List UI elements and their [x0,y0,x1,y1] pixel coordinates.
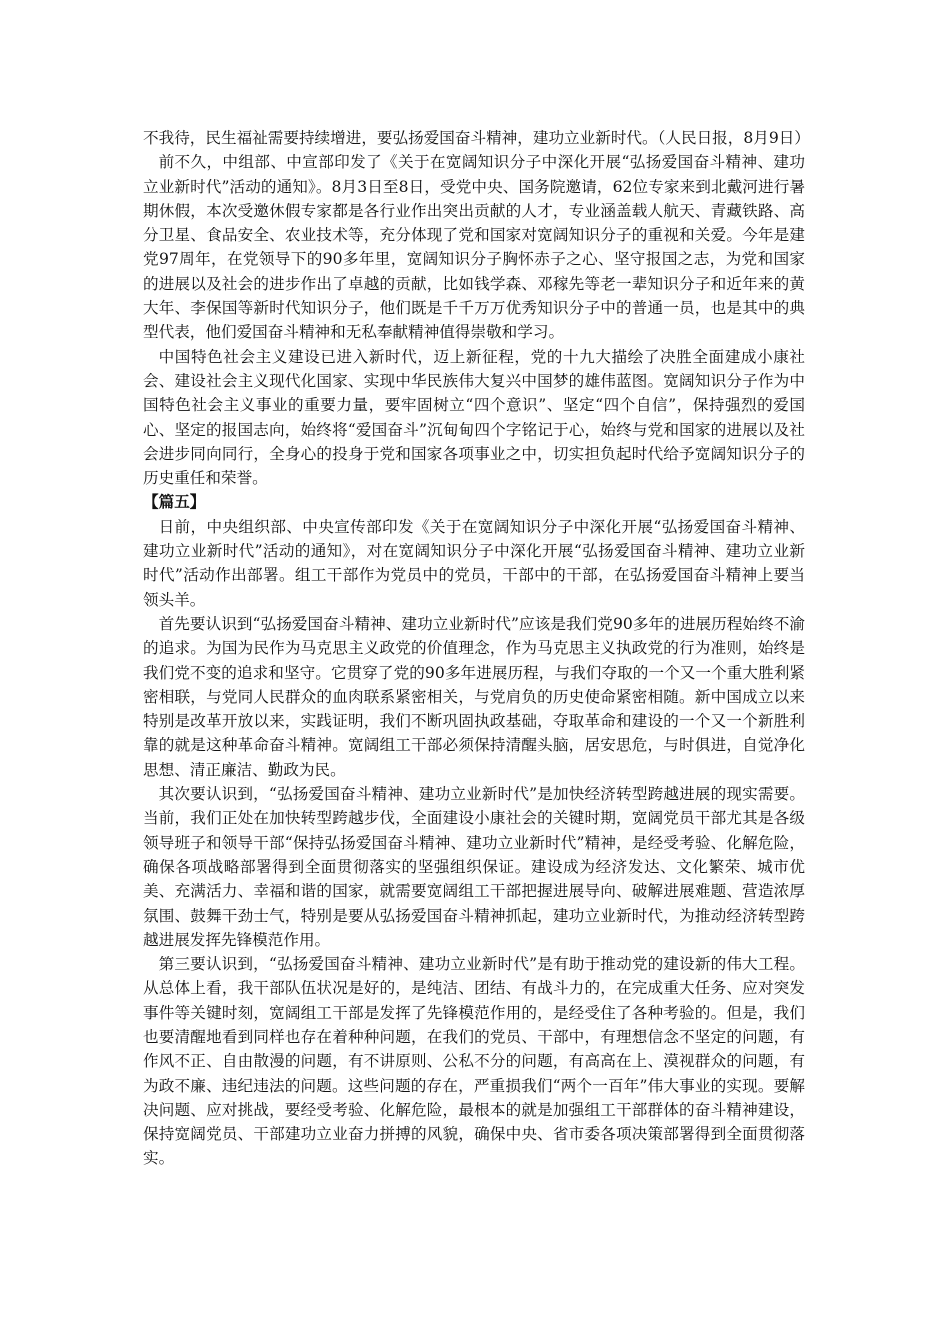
paragraph-notice-issued: 日前，中央组织部、中央宣传部印发《关于在宽阔知识分子中深化开展“弘扬爱国奋斗精神、建功立业新时代”活动的通知》，对在宽阔知识分子中深化开展“弘扬爱国奋斗精神、建功立业新时代”活动作出部署。组工干部作为党员中的党员，干部中的干部，在弘扬爱国奋斗精神上要当领头羊。 [143,517,805,609]
paragraph-continuation: 不我待，民生福祉需要持续增进，要弘扬爱国奋斗精神，建功立业新时代。（人民日报，8月9日） [143,129,810,147]
document-page [143,126,810,1171]
paragraph-second-point: 其次要认识到，“弘扬爱国奋斗精神、建功立业新时代”是加快经济转型跨越进展的现实需要。当前，我们正处在加快转型跨越步伐，全面建设小康社会的关键时期，宽阔党员干部尤其是各级领导班子和领导干部“保持弘扬爱国奋斗精神、建功立业新时代”精神，是经受考验、化解危险，确保各项战略部署得到全面贯彻落实的坚强组织保证。建设成为经济发达、文化繁荣、城市优美、充满活力、幸福和谐的国家，就需要宽阔组工干部把握进展导向、破解进展难题、营造浓厚氛围、鼓舞干劲士气，特别是要从弘扬爱国奋斗精神抓起，建功立业新时代，为推动经济转型跨越进展发挥先锋模范作用。 [143,785,805,949]
paragraph-third-point: 第三要认识到，“弘扬爱国奋斗精神、建功立业新时代”是有助于推动党的建设新的伟大工程。从总体上看，我干部队伍状况是好的，是纯洁、团结、有战斗力的，在完成重大任务、应对突发事件等关键时刻，宽阔组工干部是发挥了先锋模范作用的，是经受住了各种考验的。但是，我们也要清醒地看到同样也存在着种种问题，在我们的党员、干部中，有理想信念不坚定的问题，有作风不正、自由散漫的问题，有不讲原则、公私不分的问题，有高高在上、漠视群众的问题，有为政不廉、违纪违法的问题。这些问题的存在，严重损我们“两个一百年”伟大事业的实现。要解决问题、应对挑战，要经受考验、化解危险，最根本的就是加强组工干部群体的奋斗精神建设，保持宽阔党员、干部建功立业奋力拼搏的风貌，确保中央、省市委各项决策部署得到全面贯彻落实。 [143,955,805,1168]
section-heading: 【篇五】 [143,493,206,512]
paragraph-new-era: 中国特色社会主义建设已进入新时代，迈上新征程，党的十九大描绘了决胜全面建成小康社会、建设社会主义现代化国家、实现中华民族伟大复兴中国梦的雄伟蓝图。宽阔知识分子作为中国特色社会主义事业的重要力量，要牢固树立“四个意识”、坚定“四个自信”，保持强烈的爱国心、坚定的报国志向，始终将“爱国奋斗”沉甸甸四个字铭记于心，始终与党和国家的进展以及社会进步同向同行，全身心的投身于党和国家各项事业之中，切实担负起时代给予宽阔知识分子的历史重任和荣誉。 [143,347,805,488]
paragraph-first-point: 首先要认识到“弘扬爱国奋斗精神、建功立业新时代”应该是我们党90多年的进展历程始终不渝的追求。为国为民作为马克思主义政党的价值理念，作为马克思主义执政党的行为准则，始终是我们党不变的追求和坚守。它贯穿了党的90多年进展历程，与我们夺取的一个又一个重大胜利紧密相联，与党同人民群众的血肉联系紧密相关，与党肩负的历史使命紧密相随。新中国成立以来特别是改革开放以来，实践证明，我们不断巩固执政基础，夺取革命和建设的一个又一个新胜利靠的就是这种革命奋斗精神。宽阔组工干部必须保持清醒头脑，居安思危，与时俱进，自觉净化思想、清正廉洁、勤政为民。 [143,614,805,779]
paragraph-experts-vacation: 前不久，中组部、中宣部印发了《关于在宽阔知识分子中深化开展“弘扬爱国奋斗精神、建功立业新时代”活动的通知》。8月3日至8日，受党中央、国务院邀请，62位专家来到北戴河进行暑期休假，本次受邀休假专家都是各行业作出突出贡献的人才，专业涵盖载人航天、青藏铁路、高分卫星、食品安全、农业技术等，充分体现了党和国家对宽阔知识分子的重视和关爱。今年是建党97周年，在党领导下的90多年里，宽阔知识分子胸怀赤子之心、坚守报国之志，为党和国家的进展以及社会的进步作出了卓越的贡献，比如钱学森、邓稼先等老一辈知识分子和近年来的黄大年、李保国等新时代知识分子，他们既是千千万万优秀知识分子中的普通一员，也是其中的典型代表，他们爱国奋斗精神和无私奉献精神值得崇敬和学习。 [143,153,805,342]
